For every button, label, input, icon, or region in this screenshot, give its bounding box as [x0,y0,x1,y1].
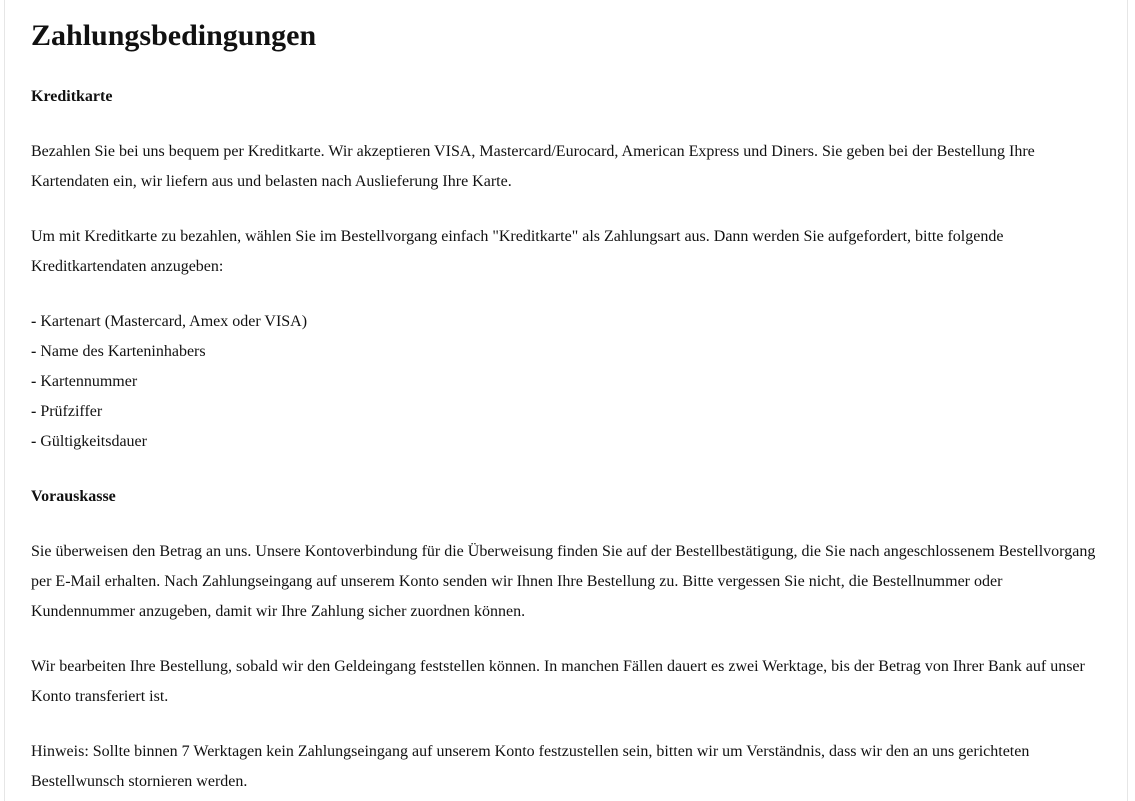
list-item-text: Prüfziffer [36,403,103,420]
section-heading-vorauskasse: Vorauskasse [31,488,116,505]
page-title: Zahlungsbedingungen [31,19,317,52]
section-heading-kreditkarte: Kreditkarte [31,88,113,105]
list-item [31,337,1106,367]
list-bullet: - [31,403,37,420]
list-item-text: Gültigkeitsdauer [36,433,147,450]
list-item-text: Kartenart (Mastercard, Amex oder VISA) [36,313,308,330]
page-container [4,0,1128,801]
kreditkarte-instructions-paragraph: Um mit Kreditkarte zu bezahlen, wählen Sie im Bestellvorgang einfach "Kreditkarte" als Zahlungsart aus. Dann werden Sie aufgefordert, bitte folgende Kreditkartendaten anzugeben: [31,228,1004,275]
list-bullet: - [31,433,37,450]
vorauskasse-notice-paragraph: Hinweis: Sollte binnen 7 Werktagen kein Zahlungseingang auf unserem Konto festzustellen sein, bitten wir um Verständnis, dass wir den an uns gerichteten Bestellwunsch stornieren werden. [31,743,1030,790]
list-item [31,397,1106,427]
list-item [31,307,1106,337]
kreditkarte-intro-paragraph: Bezahlen Sie bei uns bequem per Kreditkarte. Wir akzeptieren VISA, Mastercard/Eurocard, American Express und Diners. Sie geben bei der Bestellung Ihre Kartendaten ein, wir liefern aus und belasten nach Auslieferung Ihre Karte. [31,143,1035,190]
content-area [31,0,1106,797]
list-item-text: Kartennummer [36,373,138,390]
kreditkarte-data-list [31,307,1106,457]
list-item-text: Name des Karteninhabers [36,343,206,360]
vorauskasse-processing-paragraph: Wir bearbeiten Ihre Bestellung, sobald wir den Geldeingang feststellen können. In manchen Fällen dauert es zwei Werktage, bis der Betrag von Ihrer Bank auf unser Konto transferiert ist. [31,658,1085,705]
list-bullet: - [31,313,37,330]
list-bullet: - [31,343,37,360]
list-bullet: - [31,373,37,390]
list-item [31,427,1106,457]
list-item [31,367,1106,397]
vorauskasse-transfer-paragraph: Sie überweisen den Betrag an uns. Unsere Kontoverbindung für die Überweisung finden Sie auf der Bestellbestätigung, die Sie nach angeschlossenem Bestellvorgang per E-Mail erhalten. Nach Zahlungseingang auf unserem Konto senden wir Ihnen Ihre Bestellung zu. Bitte vergessen Sie nicht, die Bestellnummer oder Kundennummer anzugeben, damit wir Ihre Zahlung sicher zuordnen können. [31,543,1096,620]
